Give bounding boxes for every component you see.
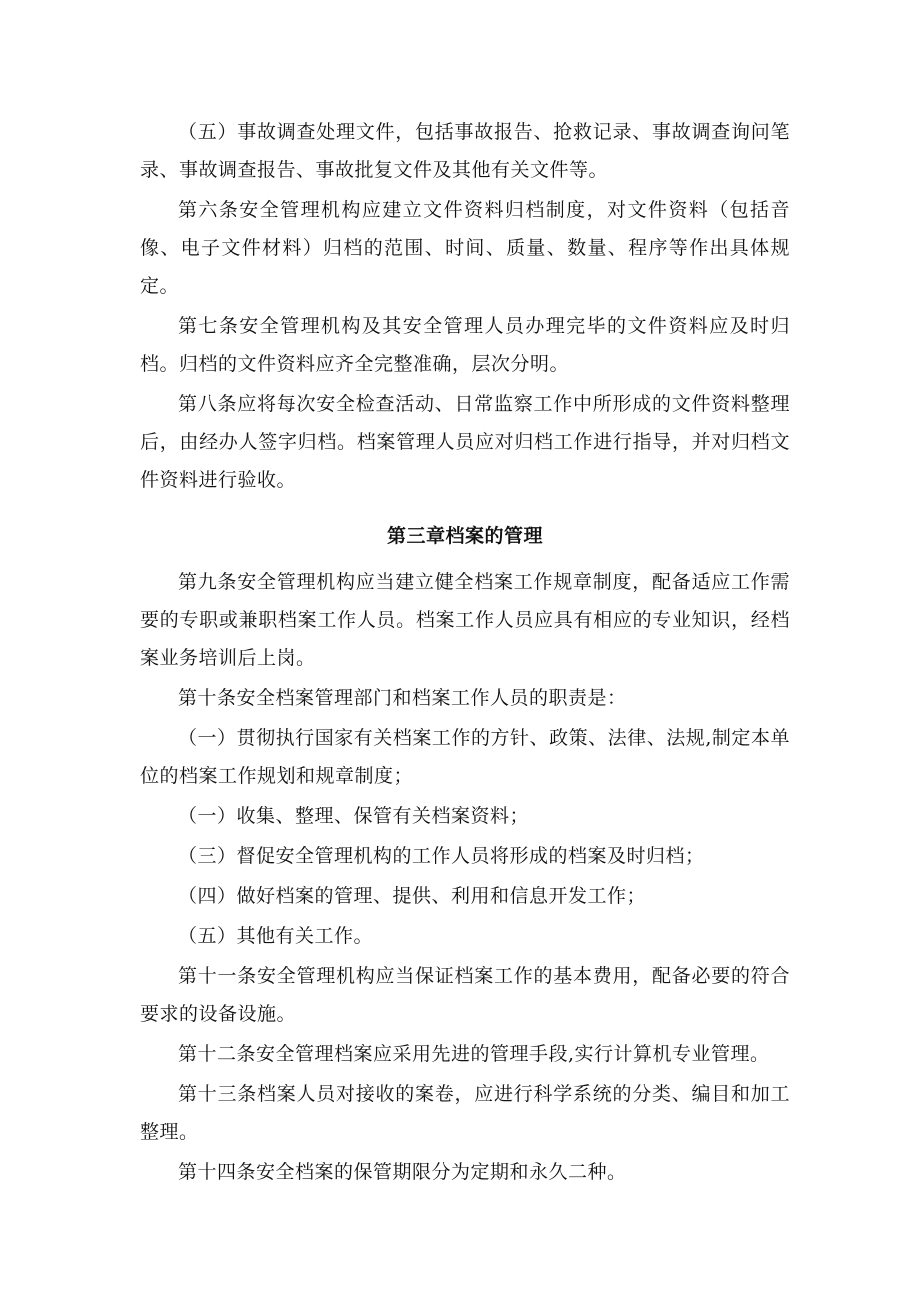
list-item-duty-4: （四）做好档案的管理、提供、利用和信息开发工作； xyxy=(178,885,647,907)
paragraph-article-6: 第六条安全管理机构应建立文件资料归档制度，对文件资料（包括音像、电子文件材料）归档的范围、时间、质量、数量、程序等作出具体规定。 xyxy=(140,199,790,297)
paragraph-article-14: 第十四条安全档案的保管期限分为定期和永久二种。 xyxy=(178,1161,627,1183)
paragraph-article-9: 第九条安全管理机构应当建立健全档案工作规章制度，配备适应工作需要的专职或兼职档案工作人员。档案工作人员应具有相应的专业知识，经档案业务培训后上岗。 xyxy=(140,571,790,669)
list-item-duty-5: （五）其他有关工作。 xyxy=(178,925,374,947)
paragraph-article-8: 第八条应将每次安全检查活动、日常监察工作中所形成的文件资料整理后，由经办人签字归档。档案管理人员应对归档工作进行指导，并对归档文件资料进行验收。 xyxy=(140,393,790,491)
paragraph-article-10: 第十条安全档案管理部门和档案工作人员的职责是： xyxy=(178,687,627,709)
paragraph-item-5: （五）事故调查处理文件，包括事故报告、抢救记录、事故调查询问笔录、事故调查报告、事故批复文件及其他有关文件等。 xyxy=(140,121,790,181)
paragraph-article-7: 第七条安全管理机构及其安全管理人员办理完毕的文件资料应及时归档。归档的文件资料应齐全完整准确，层次分明。 xyxy=(140,315,790,375)
chapter-heading: 第三章档案的管理 xyxy=(386,525,543,547)
list-item-duty-3: （三）督促安全管理机构的工作人员将形成的档案及时归档； xyxy=(178,845,705,867)
paragraph-article-12: 第十二条安全管理档案应采用先进的管理手段,实行计算机专业管理。 xyxy=(178,1043,770,1065)
paragraph-article-13: 第十三条档案人员对接收的案卷，应进行科学系统的分类、编目和加工整理。 xyxy=(140,1083,790,1143)
list-item-duty-1: （一）贯彻执行国家有关档案工作的方针、政策、法律、法规,制定本单位的档案工作规划和规章制度； xyxy=(140,727,790,787)
document-page xyxy=(140,113,790,1193)
paragraph-article-11: 第十一条安全管理机构应当保证档案工作的基本费用，配备必要的符合要求的设备设施。 xyxy=(140,965,790,1025)
list-item-duty-2: （一）收集、整理、保管有关档案资料； xyxy=(178,805,530,827)
